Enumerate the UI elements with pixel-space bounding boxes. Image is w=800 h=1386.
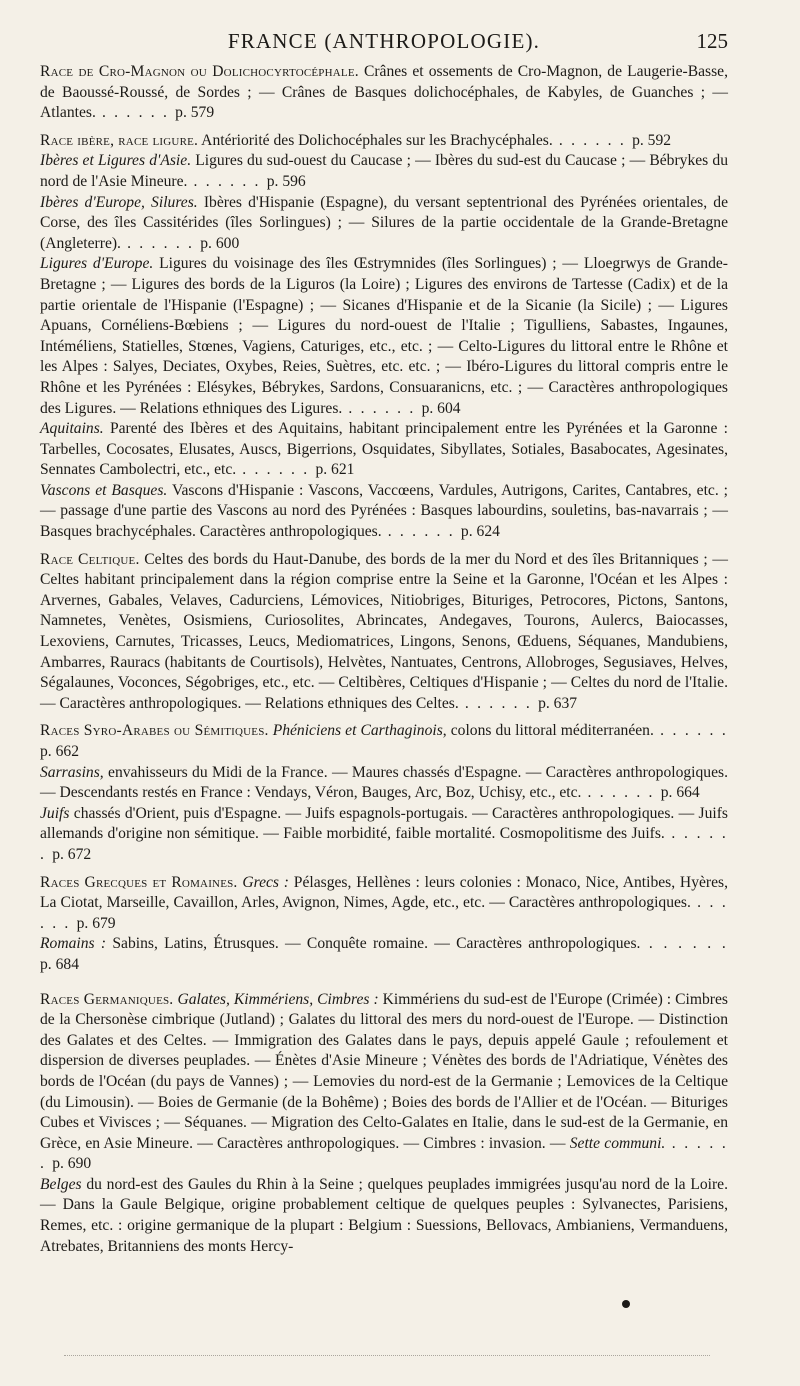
toc-section-celtique — [40, 550, 728, 715]
leader-dots: . . . . . . — [552, 131, 633, 149]
section-gap — [40, 714, 728, 721]
section-gap — [40, 543, 728, 550]
toc-entry — [40, 550, 728, 715]
running-title: FRANCE (ANTHROPOLOGIE). — [227, 29, 541, 53]
entry-text: envahisseurs du Midi de la France. — Maures chassés d'Espagne. — Caractères anthropologiques. — Descendants restés en France : Vendays, Véron, Bauges, Arc, Boz, Uchisy, etc., etc. — [40, 763, 728, 802]
page-reference: p. 662 — [40, 743, 79, 760]
toc-entry — [40, 131, 728, 152]
footer-faint-rule — [64, 1355, 710, 1356]
entry-heading: Ligures d'Europe. — [40, 255, 154, 273]
leader-dots: . . . . . . — [640, 935, 728, 953]
leader-dots: . . . . . . — [187, 172, 267, 190]
leader-dots: . . . . . . — [458, 694, 539, 712]
entry-heading: Races Germaniques. — [40, 990, 174, 1008]
leader-dots: . . . . . . — [40, 894, 728, 932]
toc-entry — [40, 481, 728, 543]
page-reference: p. 592 — [632, 131, 672, 149]
entry-heading: Races Syro-Arabes ou Sémitiques. — [40, 722, 269, 740]
entry-heading: Juifs — [40, 804, 70, 822]
entry-text: du nord-est des Gaules du Rhin à la Seine ; quelques peuplades immigrées jusqu'au nord de la Loire. — Dans la Gaule Belgique, origine probablement celtique de quelques peuples : Sylvanectes, Parisiens, Remes, etc. : origine germanique de la plupart : Belgium : Suessions, Bellovacs, Ambianiens, Vermanduens, Atrebates, Britanniens des monts Hercy- — [40, 1175, 728, 1255]
section-gap — [40, 866, 728, 873]
section-gap — [40, 976, 728, 990]
leader-dots: . . . . . . — [40, 1134, 728, 1173]
toc-entry — [40, 990, 728, 1175]
leader-dots: . . . . . . — [581, 784, 661, 802]
page-reference: p. 600 — [200, 234, 240, 252]
leader-dots: . . . . . . — [120, 234, 201, 252]
entry-heading: Race ibère, race ligure. — [40, 131, 199, 149]
entry-text: Ligures du sud-ouest du Caucase ; — Ibères du sud-est du Caucase ; — Bébrykes du nord de l'Asie Mineure. — [40, 152, 729, 190]
entry-text: Phéniciens et Carthaginois, colons du littoral méditerranéen. — [272, 722, 654, 740]
leader-dots: . . . . . . — [653, 722, 728, 740]
leader-dots: . . . . . . — [236, 461, 316, 479]
page-reference: p. 604 — [421, 399, 461, 417]
running-header — [40, 26, 728, 56]
page-reference: p. 672 — [52, 845, 92, 863]
page-reference: p. 624 — [460, 523, 500, 541]
page-number: 125 — [696, 29, 728, 53]
leader-dots: . . . . . . — [95, 104, 176, 122]
entry-text: Antériorité des Dolichocéphales sur les Brachycéphales. — [198, 131, 553, 149]
entry-heading: Romains : — [40, 935, 107, 953]
leader-dots: . . . . . . — [381, 523, 461, 541]
toc-section-ibere — [40, 131, 728, 543]
ink-blot — [622, 1300, 630, 1308]
page-reference: p. 690 — [52, 1155, 92, 1173]
section-gap — [40, 124, 728, 131]
toc-section-grecques-romaines — [40, 873, 728, 976]
toc-section-germaniques — [40, 990, 728, 1258]
toc-section-syro-arabes — [40, 721, 728, 865]
page-reference: p. 664 — [660, 784, 700, 802]
entry-text: Grecs : Pélasges, Hellènes : leurs colonies : Monaco, Nice, Antibes, Hyères, La Ciotat, Marseille, Cavaillon, Arles, Avignon, Nimes, Agde, etc., etc. — Caractères anthropologiques. — [40, 873, 728, 912]
toc-entry — [40, 763, 728, 804]
toc-entry — [40, 151, 728, 192]
entry-text: Celtes des bords du Haut-Danube, des bords de la mer du Nord et des îles Britanniques ; — Celtes habitant principalement dans la région comprise entre la Seine et la Garonne, l'Océan et les Alpes : Arvernes, Gabales, Velaves, Cadurciens, Lémovices, Nitiobriges, Bituriges, Petrocores, Pictons, Santons, Namnetes, Venètes, Osismiens, Curiosolites, Abrincates, Andegaves, Tourons, Aulercs, Baiocasses, Lexoviens, Carnutes, Tricasses, Leucs, Mediomatrices, Lingons, Senons, Œduens, Séquanes, Mandubiens, Ambarres, Rauracs (habitants de Courtisols), Helvètes, Nantuates, Centrons, Allobroges, Segusiaves, Helves, Ségalaunes, Voconces, Ségobriges, etc., etc. — Celtibères, Celtiques d'Hispanie ; — Celtes du nord de l'Italie. — Caractères anthropologiques. — Relations ethniques des Celtes. — [40, 550, 729, 712]
leader-dots: . . . . . . — [40, 825, 728, 863]
toc-entry — [40, 804, 728, 866]
entry-heading: Aquitains. — [40, 420, 104, 438]
table-of-contents-body — [40, 62, 728, 1257]
entry-text: Sabins, Latins, Étrusques. — Conquête romaine. — Caractères anthropologiques. — [106, 935, 641, 953]
entry-heading: Belges — [40, 1175, 82, 1193]
toc-entry — [40, 193, 728, 255]
toc-entry — [40, 873, 728, 935]
entry-text: chassés d'Orient, puis d'Espagne. — Juifs espagnols-portugais. — Caractères anthropologiques. — Juifs allemands d'origine non sémitique. — Faible morbidité, faible mortalité. Cosmopolitisme des Juifs. — [40, 804, 728, 843]
toc-entry — [40, 934, 728, 975]
entry-text: Ibères d'Hispanie (Espagne), du versant septentrional des Pyrénées orientales, de Corse, des îles Cassitérides (îles Sorlingues) ; — Silures de la partie occidentale de la Grande-Bretagne (Angleterre). — [40, 193, 728, 252]
entry-heading: Race Celtique. — [40, 550, 140, 568]
toc-entry — [40, 254, 728, 419]
page-reference: p. 637 — [538, 694, 578, 712]
toc-section-cro-magnon — [40, 62, 728, 124]
entry-heading: Ibères et Ligures d'Asie. — [40, 152, 192, 170]
entry-heading: Vascons et Basques. — [40, 481, 168, 499]
page-reference: p. 684 — [40, 955, 79, 973]
toc-entry — [40, 62, 728, 124]
entry-text: Galates, Kimmériens, Cimbres : Kimmériens du sud-est de l'Europe (Crimée) : Cimbres de la Chersonèse cimbrique (Jutland) ; Galates du littoral des mers du nord-ouest de l'Europe. — Distinction des Galates et des Celtes. — Immigration des Galates dans le pays, depuis appelé Gaule ; refoulement et dispersion de diverses peuplades. — Énètes d'Asie Mineure ; Vénètes des bords de l'Adriatique, Vénètes des bords de l'Océan (du pays de Vannes) ; — Lemovies du nord-est de la Germanie ; Lemovices de la Celtique (du Limousin). — Boies de Germanie (de la Bohême) ; Boies des bords de l'Allier et de l'Océan. — Bituriges Cubes et Vivisces ; — Séquanes. — Migration des Celto-Galates en Italie, dans le sud-est de la Germanie, en Grèce, en Asie Mineure. — Caractères anthropologiques. — Cimbres : invasion. — Sette communi. — [40, 990, 728, 1152]
toc-entry — [40, 1175, 728, 1257]
entry-heading: Ibères d'Europe, Silures. — [40, 193, 198, 211]
entry-text: Parenté des Ibères et des Aquitains, habitant principalement entre les Pyrénées et la Garonne : Tarbelles, Cocosates, Elusates, Auscs, Bigerrions, Osquidates, Sibyllates, Sotiales, Basabocates, Agesinates, Sennates Cambolectri, etc., etc. — [40, 420, 728, 479]
page-reference: p. 621 — [315, 461, 355, 479]
toc-entry — [40, 721, 728, 762]
toc-entry — [40, 419, 728, 481]
entry-heading: Races Grecques et Romaines. — [40, 873, 238, 891]
entry-text: Ligures du voisinage des îles Œstrymnides (îles Sorlingues) ; — Lloegrwys de Grande-Bretagne ; — Ligures des bords de la Liguros (la Loire) ; Ligures des environs de Tartesse (Cadix) et de la partie orientale de l'Hispanie (l'Espagne) ; — Sicanes d'Hispanie et de la Sicanie (la Sicile) ; — Ligures Apuans, Cornéliens-Bœbiens ; — Ligures du nord-ouest de l'Italie ; Tigulliens, Sabastes, Ingaunes, Intéméliens, Statielles, Stœnes, Vagiens, Caturiges, etc., etc. ; — Celto-Ligures du littoral entre le Rhône et les Alpes : Salyes, Deciates, Oxybes, Reies, Suètres, etc. etc. ; — Ibéro-Ligures du littoral compris entre le Rhône et les Pyrénées : Elésykes, Bébrykes, Sardons, Consuaranicns, etc. ; — Caractères anthropologiques des Ligures. — Relations ethniques des Ligures. — [40, 255, 728, 417]
entry-heading: Sarrasins, — [40, 763, 104, 781]
page-reference: p. 596 — [266, 172, 306, 190]
entry-text: Vascons d'Hispanie : Vascons, Vaccœens, Vardules, Autrigons, Carites, Cantabres, etc. ; — passage d'une partie des Vascons au nord des Pyrénées : Basques labourdins, souletins, bas-navarrais ; — Basques brachycéphales. Caractères anthropologiques. — [40, 481, 729, 541]
page-reference: p. 579 — [175, 104, 215, 122]
entry-text: Crânes et ossements de Cro-Magnon, de Laugerie-Basse, de Baoussé-Roussé, de Sordes ; — Crânes de Basques dolichocéphales, de Kabyles, de Guanches ; — Atlantes. — [40, 63, 728, 122]
leader-dots: . . . . . . — [342, 399, 422, 417]
entry-heading: Race de Cro-Magnon ou Dolichocyrtocéphale. — [40, 63, 359, 80]
page-reference: p. 679 — [76, 914, 116, 932]
